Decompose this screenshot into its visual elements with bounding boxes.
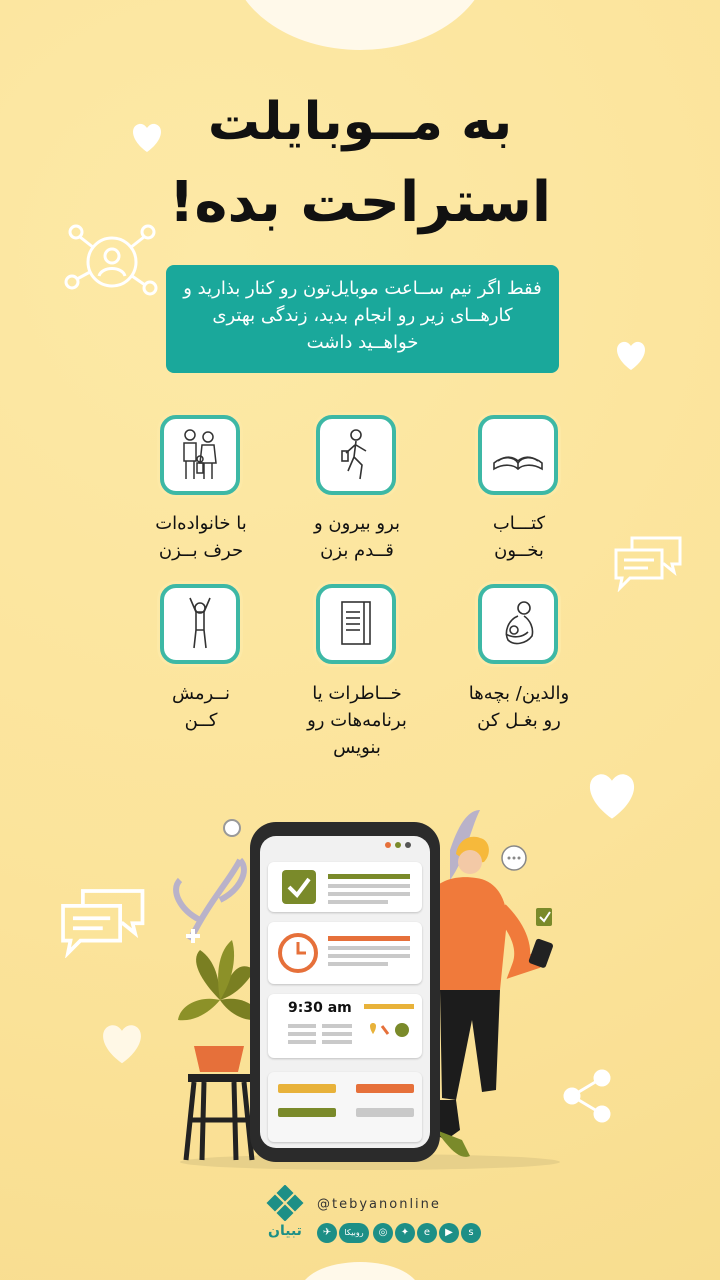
label-line: نــرمش <box>171 683 231 704</box>
activity-label-family <box>126 510 276 564</box>
phone-time-text: 9:30 am <box>288 1000 352 1016</box>
rubika-badge[interactable]: روبیکا <box>339 1223 369 1243</box>
phone-illustration <box>250 822 440 1162</box>
intro-text: فقط اگر نیم ســاعت موبایل‌تون رو کنار بذارید و کارهــای زیر رو انجام بدید، زندگی بهتری خواهــید داشت <box>183 278 542 353</box>
speech-bubbles-icon <box>612 534 686 592</box>
book-icon <box>488 425 548 485</box>
activity-card-hug <box>478 584 558 664</box>
social-handle[interactable]: @tebyanonline <box>317 1197 441 1212</box>
label-line: برو بیرون و <box>313 513 401 534</box>
activity-label-notebook <box>282 680 432 761</box>
label-line: والدین/ بچه‌ها <box>468 683 570 704</box>
activity-label-stretch <box>126 680 276 734</box>
activity-card-book <box>478 415 558 495</box>
page-title-line-2: استراحت بده! <box>168 170 552 235</box>
potted-plant <box>178 940 260 1160</box>
telegram-icon[interactable]: ✈ <box>317 1223 337 1243</box>
heart-icon <box>612 338 650 372</box>
soroush-icon[interactable]: s <box>461 1223 481 1243</box>
instagram-icon[interactable]: ◎ <box>373 1223 393 1243</box>
phone-status-dots <box>380 840 420 850</box>
clock-icon <box>268 922 422 984</box>
twitter-icon[interactable]: ✦ <box>395 1223 415 1243</box>
summary-bars <box>268 1072 422 1142</box>
eitaa-icon[interactable]: e <box>417 1223 437 1243</box>
footer-branding <box>255 1185 485 1250</box>
stretching-icon <box>170 594 230 654</box>
activity-label-walk <box>282 510 432 564</box>
label-line: حرف بــزن <box>158 540 244 561</box>
label-line: کــن <box>184 710 218 731</box>
task-card-summary <box>268 1072 422 1142</box>
decorative-blob-bottom <box>300 1262 420 1280</box>
activity-card-walk <box>316 415 396 495</box>
heart-icon <box>582 768 642 822</box>
label-line: بنویس <box>333 737 381 758</box>
tebyan-logo-icon <box>263 1185 307 1221</box>
share-icon <box>562 1068 614 1124</box>
family-icon <box>170 425 230 485</box>
label-line: رو بغـل کن <box>477 710 561 731</box>
checklist-icon <box>268 862 422 912</box>
label-line: قــدم بزن <box>320 540 394 561</box>
label-line: کتـــاب <box>492 513 546 534</box>
task-card-check <box>268 862 422 912</box>
intro-box <box>166 265 559 373</box>
label-line: بخــون <box>494 540 544 561</box>
aparat-icon[interactable]: ▶ <box>439 1223 459 1243</box>
young-man-illustration <box>422 837 554 1157</box>
task-card-time <box>268 994 422 1058</box>
hug-icon <box>488 594 548 654</box>
label-line: خــاطرات یا <box>312 683 402 704</box>
notebook-icon <box>326 594 386 654</box>
phone-screen <box>260 836 430 1148</box>
decorative-blob-top <box>230 0 490 50</box>
walking-person-icon <box>326 425 386 485</box>
activity-card-stretch <box>160 584 240 664</box>
speech-bubbles-icon <box>56 886 152 958</box>
activity-card-notebook <box>316 584 396 664</box>
task-card-clock <box>268 922 422 984</box>
activity-label-hug <box>444 680 594 734</box>
activity-label-book <box>444 510 594 564</box>
label-line: با خانواده‌ات <box>155 513 247 534</box>
page-title-line-1: به مــوبایلت <box>207 92 513 152</box>
heart-icon <box>96 1020 148 1066</box>
label-line: برنامه‌هات رو <box>307 710 407 731</box>
activity-card-family <box>160 415 240 495</box>
tebyan-logo-text: تبیان <box>268 1223 302 1239</box>
